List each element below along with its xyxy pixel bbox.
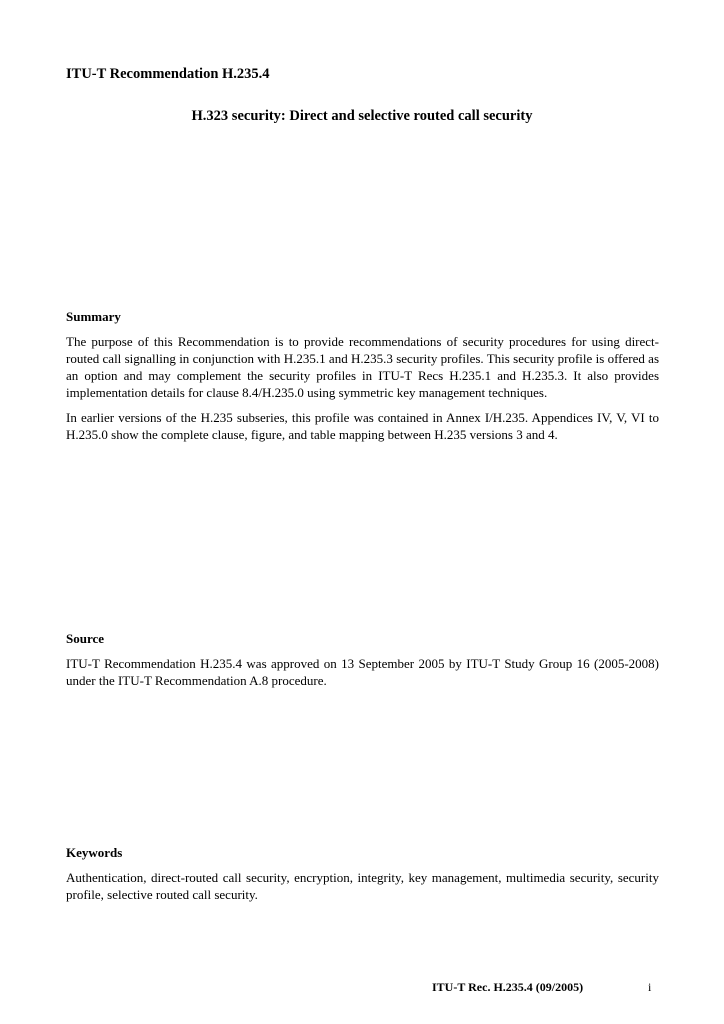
- source-heading: Source: [66, 631, 105, 646]
- footer-reference: ITU-T Rec. H.235.4 (09/2005): [432, 980, 584, 994]
- summary-section: [66, 308, 659, 451]
- source-paragraph: ITU-T Recommendation H.235.4 was approved on 13 September 2005 by ITU-T Study Group 16 (2005-2008) under the ITU-T Recommendation A.8 procedure.: [66, 656, 659, 688]
- footer-page-number: i: [648, 980, 652, 994]
- keywords-paragraph: Authentication, direct-routed call security, encryption, integrity, key management, multimedia security, security profile, selective routed call security.: [66, 870, 659, 902]
- summary-paragraph-1: The purpose of this Recommendation is to provide recommendations of security procedures for using direct-routed call signalling in conjunction with H.235.1 and H.235.3 security profiles. This security profile is offered as an option and may complement the security profiles in ITU-T Recs H.235.1 and H.235.3. It also provides implementation details for clause 8.4/H.235.0 using symmetric key management techniques.: [66, 334, 659, 400]
- keywords-heading: Keywords: [66, 845, 123, 860]
- recommendation-number: ITU-T Recommendation H.235.4: [66, 66, 270, 82]
- recommendation-title: H.323 security: Direct and selective routed call security: [191, 108, 533, 124]
- summary-heading: Summary: [66, 309, 121, 324]
- keywords-section: [66, 844, 659, 911]
- summary-paragraph-2: In earlier versions of the H.235 subseries, this profile was contained in Annex I/H.235. Appendices IV, V, VI to H.235.0 show the complete clause, figure, and table mapping between H.235 versions 3 and 4.: [66, 410, 659, 442]
- source-section: [66, 630, 659, 697]
